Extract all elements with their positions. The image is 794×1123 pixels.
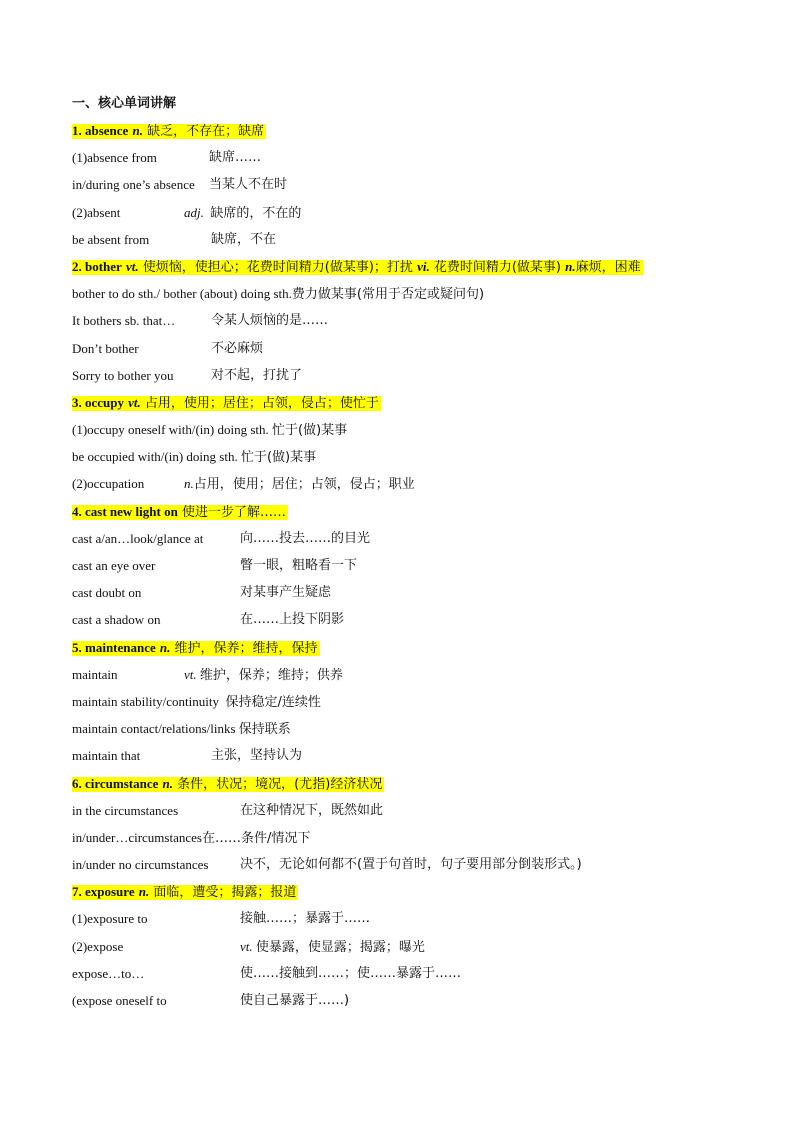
- entry-heading-cast-new-light-on: [72, 498, 732, 525]
- list-item: (2)expose vt. 使暴露，使显露；揭露；曝光: [72, 938, 425, 955]
- highlight: 1. absence n. 缺乏，不存在；缺席: [72, 123, 265, 139]
- highlight: 7. exposure n. 面临，遭受；揭露；报道: [72, 884, 297, 901]
- entry-heading-occupy: [72, 389, 732, 416]
- highlight: 4. cast new light on 使进一步了解……: [72, 503, 286, 520]
- highlight: 3. occupy vt. 占用，使用；居住；占领，侵占；使忙于: [72, 394, 379, 411]
- list-item: (2)occupation n.占用，使用；居住；占领，侵占；职业: [72, 476, 415, 493]
- entry-heading-absence: [72, 117, 732, 144]
- list-item: in/under no circumstances 决不，无论如何都不(置于句首时，句子要用部分倒装形式。): [72, 857, 582, 873]
- list-item: (2)absent adj. 缺席的，不在的: [72, 204, 302, 221]
- document-page: [72, 90, 732, 1014]
- list-item: (1)exposure to 接触……；暴露于……: [72, 911, 371, 927]
- highlight: 5. maintenance n. 维护，保养；维持，保持: [72, 639, 318, 656]
- list-item: (expose oneself to 使自己暴露于……): [72, 993, 350, 1008]
- section-title: 一、核心单词讲解: [72, 96, 177, 111]
- list-item: be absent from 缺席，不在: [72, 231, 277, 247]
- list-item: in the circumstances 在这种情况下，既然如此: [72, 802, 384, 818]
- list-item: expose…to… 使……接触到……；使……暴露于……: [72, 965, 462, 981]
- list-item: cast an eye over 瞥一眼，粗略看一下: [72, 558, 358, 573]
- list-item: (1)occupy oneself with/(in) doing sth. 忙于(做)某事: [72, 422, 348, 439]
- highlight: 2. bother vt. 使烦恼，使担心；花费时间精力(做某事)；打扰 vi. 花费时间精力(做某事) n.麻烦，困难: [72, 258, 641, 275]
- list-item: cast doubt on 对某事产生疑虑: [72, 585, 332, 601]
- highlight: 6. circumstance n. 条件，状况；境况，(尤指)经济状况: [72, 775, 383, 792]
- list-item: maintain that 主张，坚持认为: [72, 748, 303, 764]
- list-item: in/under…circumstances在……条件/情况下: [72, 829, 311, 846]
- list-item: maintain vt. 维护，保养；维持；供养: [72, 666, 343, 683]
- list-item: (1)absence from 缺席……: [72, 150, 262, 166]
- list-item: Don’t bother 不必麻烦: [72, 340, 264, 356]
- entry-heading-exposure: [72, 878, 732, 905]
- list-item: cast a/an…look/glance at 向……投去……的目光: [72, 530, 371, 546]
- list-item: bother to do sth./ bother (about) doing sth.费力做某事(常用于否定或疑问句): [72, 286, 485, 303]
- list-item: maintain contact/relations/links 保持联系: [72, 721, 291, 738]
- entry-heading-bother: [72, 253, 732, 280]
- list-item: be occupied with/(in) doing sth. 忙于(做)某事: [72, 449, 317, 466]
- list-item: Sorry to bother you 对不起，打扰了: [72, 367, 303, 383]
- entry-heading-circumstance: [72, 770, 732, 797]
- list-item: maintain stability/continuity 保持稳定/连续性: [72, 693, 321, 710]
- list-item: in/during one’s absence 当某人不在时: [72, 177, 288, 193]
- list-item: cast a shadow on 在……上投下阴影: [72, 612, 345, 628]
- list-item: It bothers sb. that… 令某人烦恼的是……: [72, 313, 329, 329]
- entry-heading-maintenance: [72, 634, 732, 661]
